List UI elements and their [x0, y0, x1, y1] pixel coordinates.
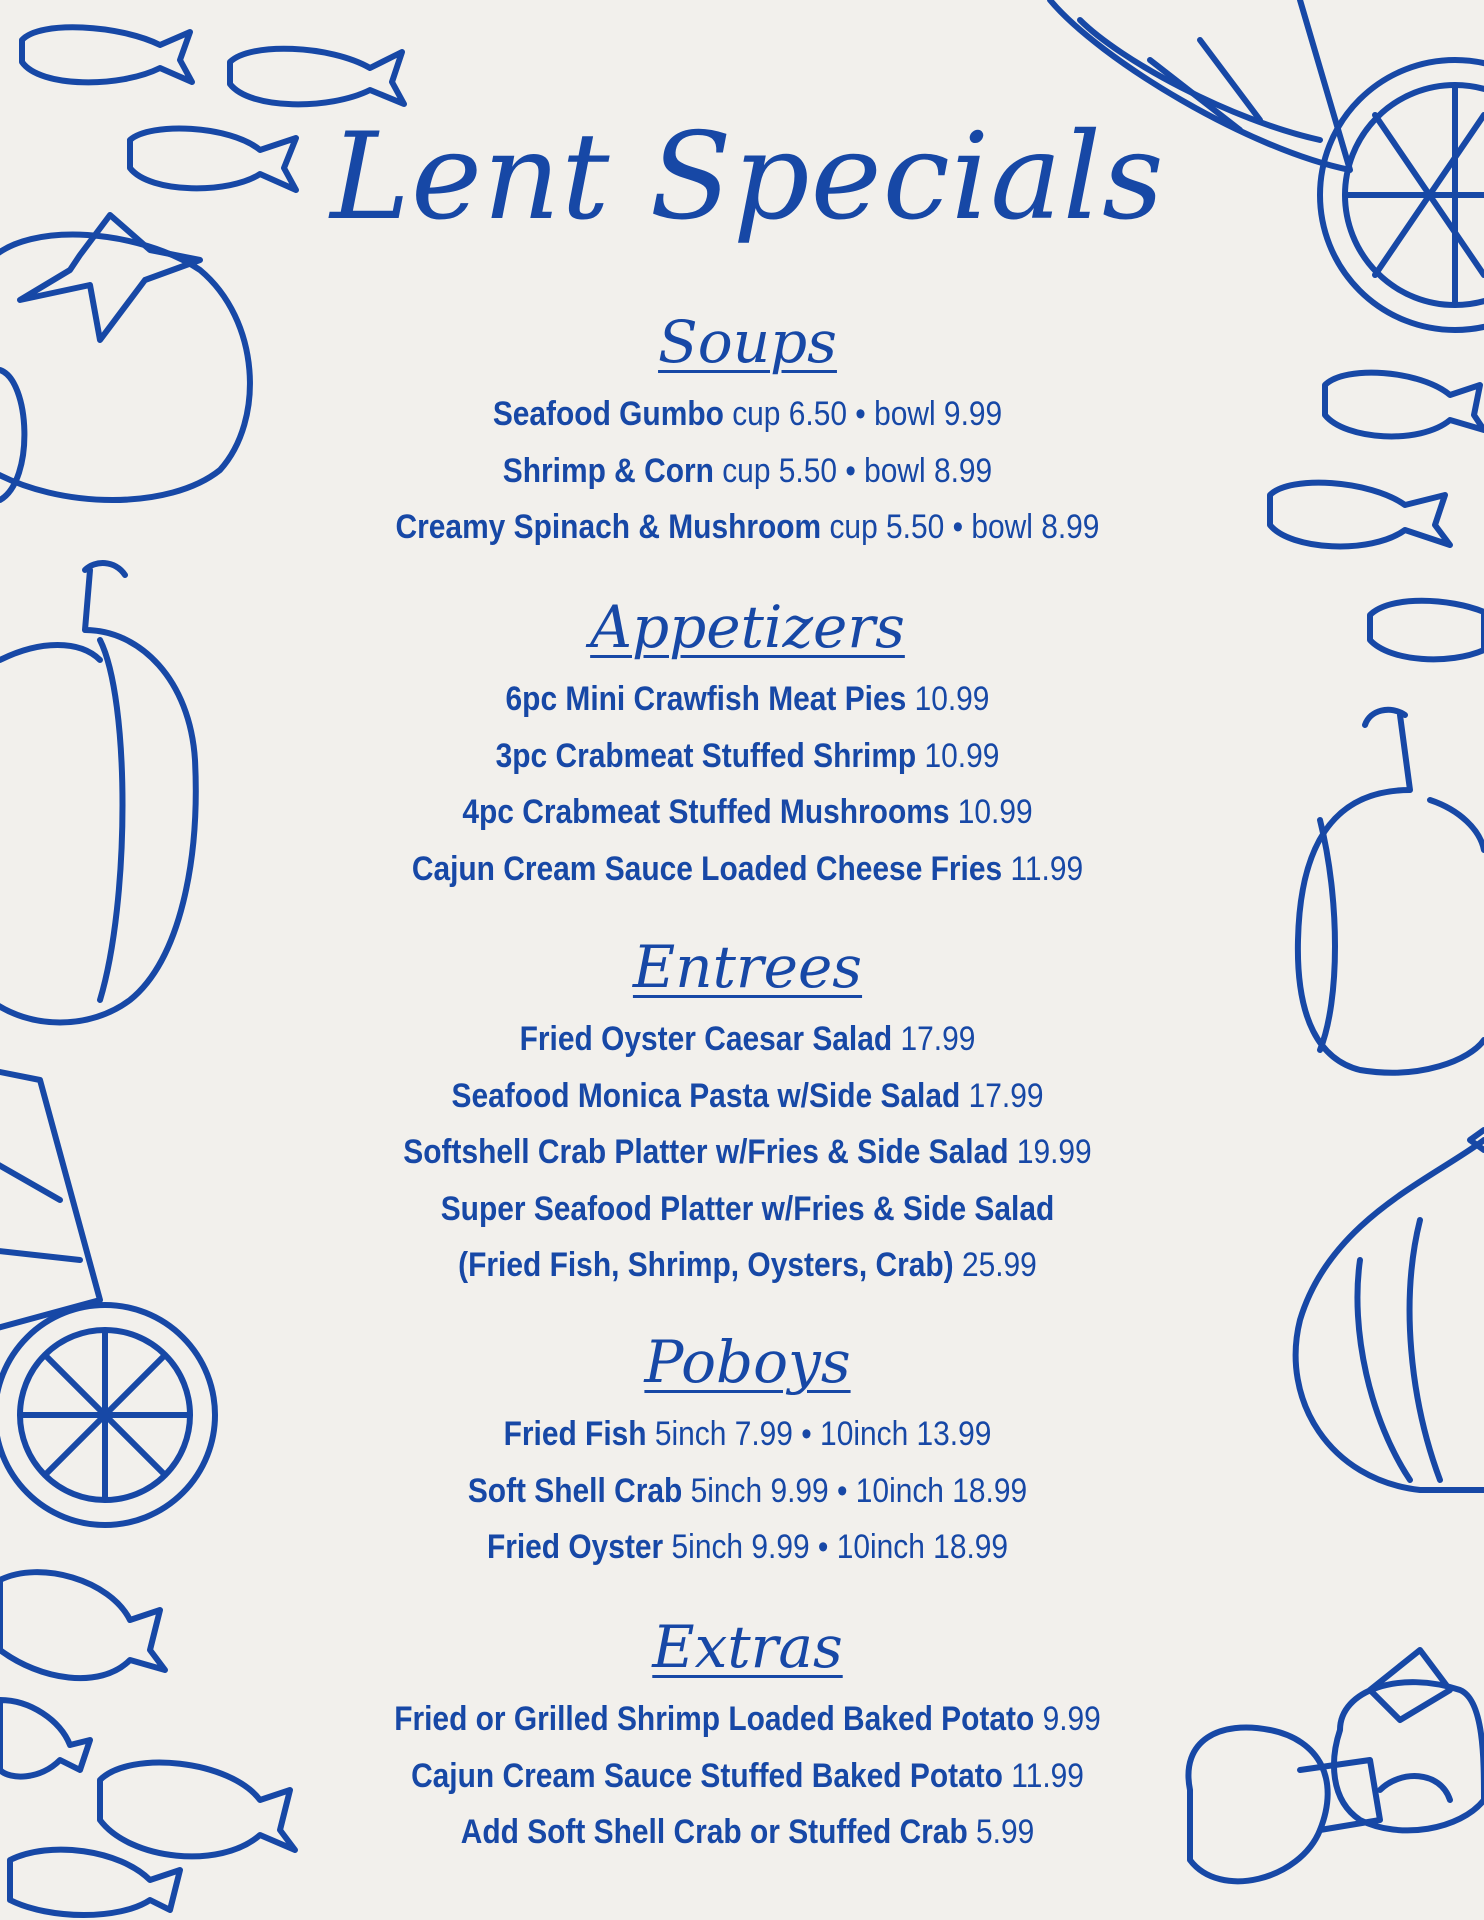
- section-heading: Entrees: [632, 933, 863, 1001]
- menu-item: [354, 784, 1142, 841]
- menu-item: [354, 1068, 1142, 1125]
- section-entrees: [300, 935, 1195, 1294]
- menu-item: [354, 841, 1142, 898]
- item-price: 5.99: [967, 1813, 1035, 1851]
- menu: [300, 0, 1195, 1920]
- item-name: 6pc Mini Crawfish Meat Pies: [505, 680, 907, 718]
- item-price: 17.99: [892, 1020, 976, 1058]
- item-name: Add Soft Shell Crab or Stuffed Crab: [460, 1813, 968, 1851]
- item-name: Fried or Grilled Shrimp Loaded Baked Potato: [394, 1700, 1035, 1738]
- menu-item: [354, 499, 1142, 556]
- item-name: (Fried Fish, Shrimp, Oysters, Crab): [458, 1246, 954, 1284]
- menu-item: [354, 443, 1142, 500]
- tomato-icon: [0, 215, 250, 500]
- item-price: 25.99: [953, 1246, 1037, 1284]
- item-price: 17.99: [960, 1076, 1044, 1115]
- item-name: Fried Fish: [503, 1415, 647, 1453]
- fish-icon: [130, 129, 296, 190]
- bell-pepper-icon: [0, 563, 196, 1022]
- section-appetizers: [300, 595, 1195, 897]
- menu-item: [354, 1519, 1142, 1576]
- menu-item: [354, 1463, 1142, 1520]
- fish-icon: [1270, 483, 1450, 547]
- menu-item: [354, 386, 1142, 443]
- section-heading: Extras: [652, 1613, 843, 1681]
- bell-pepper-icon: [1298, 710, 1484, 1073]
- item-name: 3pc Crabmeat Stuffed Shrimp: [495, 736, 917, 775]
- fish-icon: [100, 1763, 295, 1857]
- item-name: 4pc Crabmeat Stuffed Mushrooms: [462, 793, 950, 831]
- item-name: Fried Oyster Caesar Salad: [519, 1020, 893, 1058]
- fish-icon: [1370, 601, 1484, 660]
- section-heading: Soups: [658, 308, 837, 376]
- item-name: Seafood Monica Pasta w/Side Salad: [451, 1076, 961, 1115]
- item-name: Cajun Cream Sauce Stuffed Baked Potato: [411, 1756, 1003, 1795]
- garlic-icon: [1296, 1130, 1484, 1490]
- menu-item: [354, 728, 1142, 785]
- fish-icon: [0, 1700, 90, 1777]
- menu-item: [354, 1804, 1142, 1861]
- item-name: Cajun Cream Sauce Loaded Cheese Fries: [411, 849, 1003, 888]
- menu-item: [354, 1406, 1142, 1463]
- fish-icon: [22, 27, 192, 82]
- menu-item: [354, 1181, 1142, 1238]
- item-price: cup 6.50 • bowl 9.99: [723, 395, 1003, 433]
- menu-item: [354, 1237, 1142, 1294]
- menu-item: [354, 1748, 1142, 1805]
- menu-item: [354, 1124, 1142, 1181]
- menu-item: [354, 1691, 1142, 1748]
- section-soups: [300, 310, 1195, 556]
- item-price: 10.99: [916, 736, 1000, 775]
- lemon-slice-icon: [0, 1070, 215, 1525]
- fish-icon: [10, 1850, 180, 1915]
- item-price: cup 5.50 • bowl 8.99: [821, 508, 1100, 546]
- item-name: Soft Shell Crab: [467, 1471, 683, 1510]
- item-price: 19.99: [1008, 1133, 1092, 1171]
- item-price: 11.99: [1002, 849, 1084, 888]
- fish-icon: [1325, 373, 1484, 437]
- item-price: 11.99: [1002, 1756, 1084, 1795]
- item-name: Creamy Spinach & Mushroom: [395, 508, 822, 546]
- item-name: Shrimp & Corn: [502, 451, 714, 490]
- menu-title: Lent Specials: [330, 108, 1165, 247]
- item-price: 5inch 7.99 • 10inch 13.99: [646, 1415, 992, 1453]
- item-price: 5inch 9.99 • 10inch 18.99: [682, 1471, 1028, 1510]
- fish-icon: [0, 1572, 165, 1678]
- item-name: Fried Oyster: [486, 1528, 664, 1566]
- section-poboys: [300, 1330, 1195, 1576]
- section-heading: Appetizers: [590, 593, 905, 661]
- item-price: 5inch 9.99 • 10inch 18.99: [663, 1528, 1009, 1566]
- item-name: Super Seafood Platter w/Fries & Side Salad: [440, 1189, 1055, 1228]
- item-name: Softshell Crab Platter w/Fries & Side Salad: [403, 1133, 1009, 1171]
- mushroom-icon: [1188, 1650, 1484, 1881]
- item-price: 10.99: [949, 793, 1033, 831]
- item-price: cup 5.50 • bowl 8.99: [713, 451, 993, 490]
- item-price: 9.99: [1034, 1700, 1101, 1738]
- menu-item: [354, 671, 1142, 728]
- item-name: Seafood Gumbo: [492, 395, 724, 433]
- item-price: 10.99: [906, 680, 990, 718]
- section-heading: Poboys: [644, 1328, 851, 1396]
- section-extras: [300, 1615, 1195, 1861]
- menu-item: [354, 1011, 1142, 1068]
